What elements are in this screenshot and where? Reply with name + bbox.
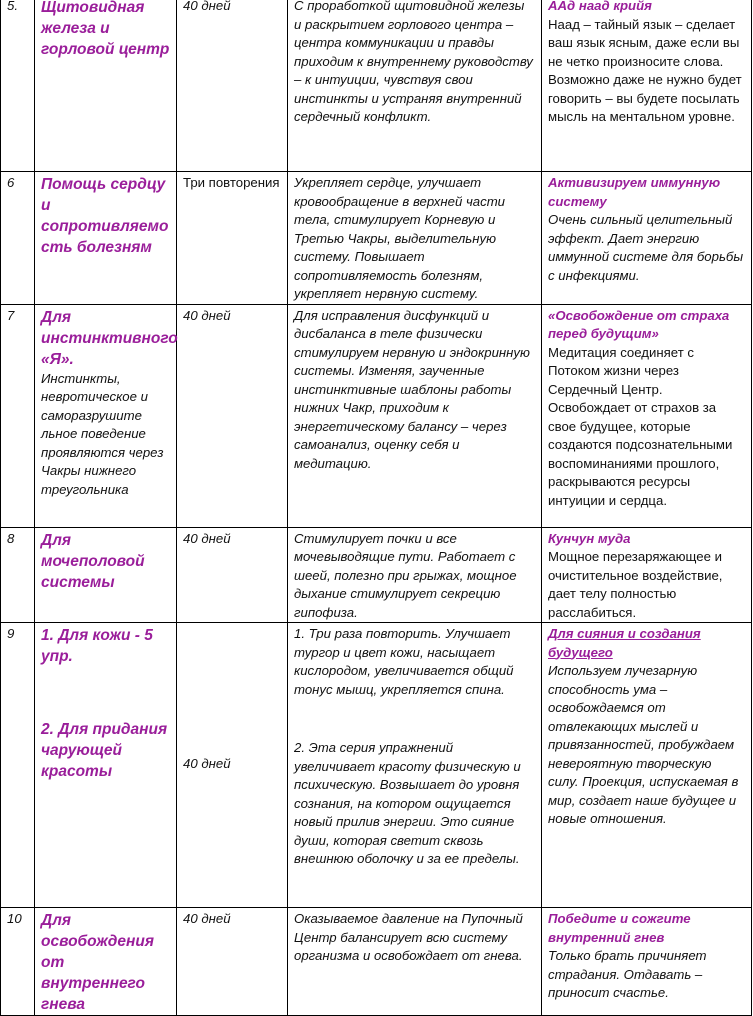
description-2: 2. Эта серия упражнений увеличивает красоту физическую и психическую. Возвышает до уровня сознания, на котором ощущается новый прилив энергии. Это сияние души, которая светит сквозь внешнюю оболочку и за ее пределы. bbox=[294, 740, 521, 866]
duration-cell bbox=[177, 304, 288, 527]
meditation-text: Медитация соединяет с Потоком жизни через Сердечный Центр. Освобождает от страхов за свое будущее, которые создаются подсознательными воспоминаниями прошлого, раскрываются ресурсы интуиции и сердца. bbox=[548, 344, 733, 508]
table-row bbox=[1, 908, 752, 1016]
description: 1. Три раза повторить. Улучшает тургор и цвет кожи, насыщает кислородом, увеличивается общий тонус мышц, укрепляется спина. bbox=[294, 626, 514, 697]
table-row bbox=[1, 623, 752, 908]
table-row bbox=[1, 527, 752, 623]
practice-subtitle: Инстинкты, невротическое и саморазрушите льное поведение проявляются через Чакры нижнего треугольника bbox=[41, 370, 164, 497]
description-cell bbox=[288, 623, 542, 908]
row-number: 9 bbox=[1, 623, 35, 908]
practice-cell bbox=[35, 304, 177, 527]
table-row bbox=[1, 0, 752, 172]
duration-cell bbox=[177, 0, 288, 172]
duration: 40 дней bbox=[183, 911, 231, 926]
practice-title: Для мочеполовой системы bbox=[41, 531, 145, 591]
practice-title: Для освобождения от внутреннего гнева bbox=[41, 912, 154, 1013]
meditation-title: Активизируем иммунную систему bbox=[548, 175, 721, 209]
description: Укрепляет сердце, улучшает кровообращение в верхней части тела, стимулирует Корневую и Третью Чакры, выделительную систему. Повышает сопротивляемость болезням, укрепляет нервную систему. bbox=[294, 175, 506, 301]
description: Оказываемое давление на Пупочный Центр балансирует всю систему организма и освобождает от гнева. bbox=[294, 911, 523, 963]
row-number: 8 bbox=[1, 527, 35, 623]
meditation-text: Используем лучезарную способность ума – освобождаемся от отвлекающих мыслей и привязанностей, пробуждаем невероятную творческую силу. Проекция, испускаемая в мир, создает наше будущее и новые отношения. bbox=[548, 663, 739, 826]
meditation-title: Для сияния и создания будущего bbox=[548, 626, 701, 660]
practice-title: 1. Для кожи - 5 упр. bbox=[41, 627, 153, 665]
row-number: 7 bbox=[1, 304, 35, 527]
meditation-text: Мощное перезаряжающее и очистительное воздействие, дает телу полностью расслабиться. bbox=[548, 549, 723, 620]
description: С проработкой щитовидной железы и раскрытием горлового центра – центра коммуникации и правды приходим к внутреннему руководству – к интуиции, чувствуя свои инстинкты и устраняя внутренний сердечный конфликт. bbox=[294, 0, 533, 124]
meditation-cell bbox=[542, 172, 752, 305]
description: Стимулирует почки и все мочевыводящие пути. Работает с шеей, полезно при грыжах, мощное дыхание стимулирует секрецию гипофиза. bbox=[294, 530, 517, 620]
practice-cell bbox=[35, 172, 177, 305]
practice-cell bbox=[35, 0, 177, 172]
table-row bbox=[1, 304, 752, 527]
row-number: 10 bbox=[1, 908, 35, 1016]
duration: Три повторения bbox=[183, 175, 280, 190]
meditation-text: Только брать причиняет страдания. Отдавать – приносит счастье. bbox=[548, 948, 707, 1000]
meditation-cell bbox=[542, 623, 752, 908]
meditation-text: Очень сильный целительный эффект. Дает энергию иммунной системе для борьбы с инфекциями. bbox=[548, 212, 744, 283]
description-cell bbox=[288, 527, 542, 623]
duration: 40 дней bbox=[183, 756, 231, 771]
duration: 40 дней bbox=[183, 307, 231, 323]
meditation-title: ААд наад крийя bbox=[548, 0, 652, 13]
meditation-text: Наад – тайный язык – сделает ваш язык ясным, даже если вы не четко произносите слова. Возможно даже не нужно будет говорить – вы будете посылать мысль на ментальном уровне. bbox=[548, 16, 742, 124]
duration-cell bbox=[177, 908, 288, 1016]
meditation-title: Кунчун муда bbox=[548, 530, 631, 546]
duration: 40 дней bbox=[183, 530, 231, 546]
meditation-cell bbox=[542, 527, 752, 623]
duration-cell bbox=[177, 527, 288, 623]
practice-title: Для инстинктивного «Я». bbox=[41, 308, 178, 368]
row-number: 5. bbox=[1, 0, 35, 172]
description-cell bbox=[288, 304, 542, 527]
practice-cell bbox=[35, 908, 177, 1016]
practice-cell bbox=[35, 527, 177, 623]
duration-cell bbox=[177, 623, 288, 908]
practice-cell bbox=[35, 623, 177, 908]
table-row bbox=[1, 172, 752, 305]
description-cell bbox=[288, 0, 542, 172]
meditation-title: Победите и сожгите внутренний гнев bbox=[548, 911, 691, 945]
description-cell bbox=[288, 172, 542, 305]
row-number: 6 bbox=[1, 172, 35, 305]
description: Для исправления дисфункций и дисбаланса в теле физически стимулируем нервную и эндокринную системы. Изменяя, заученные инстинктивные шаблоны работы нижних Чакр, приходим к энергетическому балансу – через самоанализ, оценку себя и медитацию. bbox=[294, 307, 530, 471]
description-cell bbox=[288, 908, 542, 1016]
practice-title: Помощь сердцу и сопротивляемо сть болезням bbox=[41, 176, 169, 256]
meditation-title: «Освобождение от страха перед будущим» bbox=[548, 307, 730, 341]
duration-cell bbox=[177, 172, 288, 305]
duration: 40 дней bbox=[183, 0, 231, 13]
meditation-cell bbox=[542, 0, 752, 172]
meditation-cell bbox=[542, 908, 752, 1016]
practice-title-2: 2. Для придания чарующей красоты bbox=[41, 721, 168, 780]
meditation-cell bbox=[542, 304, 752, 527]
practice-title: Щитовидная железа и горловой центр bbox=[41, 0, 170, 58]
